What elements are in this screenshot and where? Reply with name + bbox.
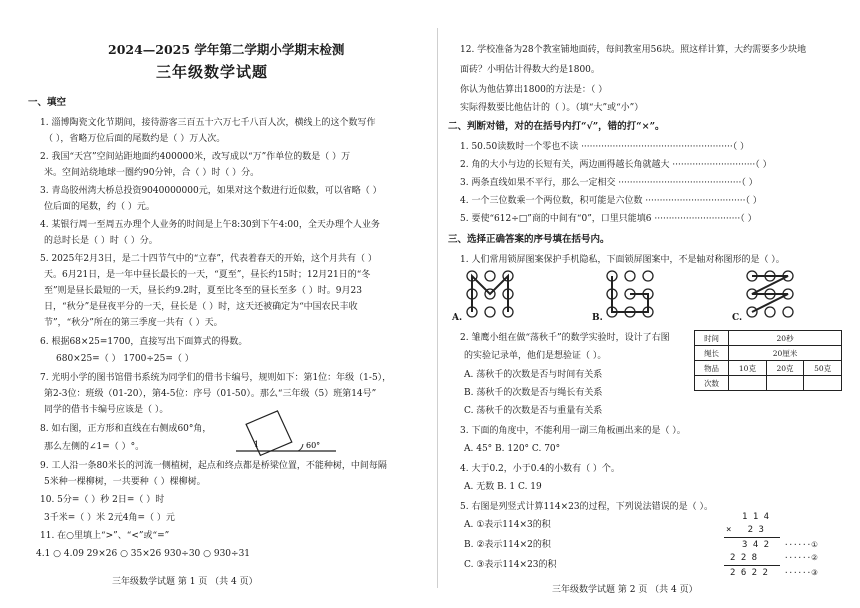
q12-line: 实际得数要比他估计的（ ）。（填“大”或“小”）	[460, 103, 644, 113]
choice-q2: 的实验记录单，他们是想验证（ ）。	[464, 351, 607, 361]
page-footer: 三年级数学试题 第 1 页 （共 4 页）	[112, 577, 258, 587]
vertical-calc-line: 3 4 2	[742, 540, 770, 550]
table-cell	[766, 376, 804, 391]
table-cell: 物品	[695, 361, 729, 376]
table-cell	[729, 376, 767, 391]
vertical-calc-line: 1 1 4	[742, 512, 770, 522]
column-divider	[437, 28, 438, 588]
q1-line: （ ），省略万位后面的尾数约是（ ）万人次。	[44, 134, 226, 144]
q12-line: 12. 学校准备为28个教室铺地面砖，每间教室用56块。照这样计算，大约需要多少块地	[460, 45, 807, 55]
choice-q3: 3. 下面的角度中，不能利用一副三角板画出来的是（ ）。	[460, 426, 686, 436]
q11-line: 11. 在○里填上“>”、“<”或“=”	[40, 531, 170, 541]
vertical-calc-marker: ······③	[784, 568, 818, 577]
choice-q2-option: A. 荡秋千的次数是否与时间有关系	[464, 370, 603, 380]
q4-line: 的总时长是（ ）时（ ）分。	[44, 236, 158, 246]
q2-line: 2. 我国“天宫”空间站距地面约400000米，改写成以“万”作单位的数是（ ）万	[40, 152, 351, 162]
vertical-calc-line: 2 2 8	[730, 553, 758, 563]
tf-item: 4. 一个三位数乘一个两位数，积可能是六位数 ···································（ ）	[460, 196, 762, 206]
exam-subtitle: 三年级数学试题	[156, 63, 269, 81]
choice-q5-option: A. ①表示114×3的积	[464, 520, 551, 530]
tf-item: 3. 两条直线如果不平行，那么一定相交 ···········································（ ）	[460, 178, 758, 188]
q5-line: 5. 2025年2月3日，是二十四节气中的“立春”，代表着春天的开始，这个月共有（ ）	[40, 254, 377, 264]
q7-line: 7. 光明小学的图书馆借书系统为同学们的借书卡编号，规则如下：第1位：年级（1-5），	[40, 373, 392, 383]
table-cell: 20厘米	[729, 346, 842, 361]
q10-line: 10. 5分=（ ）秒 2日=（ ）时	[40, 495, 165, 505]
vertical-calc-rule	[724, 537, 780, 538]
table-row	[695, 346, 842, 361]
exam-title: 2024—2025 学年第二学期小学期末检测	[108, 42, 345, 57]
tf-item: 2. 角的大小与边的长短有关，两边画得越长角就越大 ·····························（ ）	[460, 160, 772, 170]
table-cell: 20秒	[729, 331, 842, 346]
option-c-label: C.	[732, 313, 743, 323]
table-cell: 绳长	[695, 346, 729, 361]
lock-pattern-b	[607, 271, 653, 317]
q5-line: 至”则是昼长最短的一天，昼长约9.2时，夏至比冬至的昼长至多（ ）时。9月23	[44, 286, 362, 296]
choice-q3-options: A. 45° B. 120° C. 70°	[464, 444, 561, 454]
q6-line: 6. 根据68×25=1700，直接写出下面算式的得数。	[40, 337, 248, 347]
q7-line: 同学的借书卡编号应该是（ ）。	[44, 405, 169, 415]
q8-line: 8. 如右图，正方形和直线在右侧成60°角，	[40, 424, 212, 434]
choice-q5-option: C. ③表示114×23的积	[464, 560, 557, 570]
q4-line: 4. 某银行周一至周五办理个人业务的时间是上午8:30到下午4:00，全天办理个人业务	[40, 220, 380, 230]
q9-line: 5米种一棵柳树，一共要种（ ）棵柳树。	[44, 477, 206, 487]
choice-q5-option: B. ②表示114×2的积	[464, 540, 551, 550]
tf-item: 5. 要使“612÷□”商的中间有“0”，口里只能填6 ······························（ ）	[460, 214, 757, 224]
q3-line: 3. 青岛胶州湾大桥总投资9040000000元，如果对这个数进行近似数，可以省略（ ）	[40, 186, 382, 196]
table-row	[695, 361, 842, 376]
lock-pattern-figures	[464, 268, 794, 324]
q5-line: 天。6月21日，是一年中昼长最长的一天，“夏至”，昼长约15时；12月21日的“冬	[44, 270, 371, 280]
q1-line: 1. 淄博陶瓷文化节期间，接待游客三百五十六万七千八百人次，横线上的这个数写作	[40, 118, 376, 128]
tf-item: 1. 50.50读数时一个零也不读 ·····················································（ ）	[460, 142, 750, 152]
vertical-calc-marker: ······②	[784, 553, 818, 562]
table-cell: 次数	[695, 376, 729, 391]
q7-line: 第2-3位：班级（01-20），第4-5位：序号（01-50）。那么“三年级（5）班第14号”	[44, 389, 377, 399]
angle-60-label: 60°	[306, 441, 321, 450]
lock-pattern-a	[467, 271, 513, 317]
choice-q1: 1. 人们常用锁屏图案保护手机隐私，下面锁屏图案中，不是轴对称图形的是（ ）。	[460, 255, 785, 265]
table-cell: 10克	[729, 361, 767, 376]
choice-q2-option: C. 荡秋千的次数是否与重量有关系	[464, 406, 603, 416]
section-choice: 三、选择正确答案的序号填在括号内。	[448, 234, 610, 245]
q2-line: 米。空间站绕地球一圈约90分钟，合（ ）时（ ）分。	[44, 168, 260, 178]
q10-line: 3千米=（ ）米 2元4角=（ ）元	[44, 513, 175, 523]
q6-calc: 680×25=（ ） 1700÷25=（ ）	[56, 354, 194, 364]
q5-line: 日，“秋分”是昼夜平分的一天，昼长是（ ）时，这天还被确定为“中国农民丰收	[44, 302, 358, 312]
q5-line: 节”，“秋分”所在的第三季度一共有（ ）天。	[44, 318, 223, 328]
vertical-calc-marker: ······①	[784, 540, 818, 549]
q11-compare: 4.1 ○ 4.09 29×26 ○ 35×26 930÷30 ○ 930÷31	[36, 549, 251, 559]
vertical-calc-line: 2 6 2 2	[730, 568, 768, 578]
option-b-label: B.	[592, 313, 603, 323]
lock-pattern-c	[747, 271, 793, 317]
table-row	[695, 331, 842, 346]
table-cell: 50克	[804, 361, 842, 376]
table-cell: 20克	[766, 361, 804, 376]
choice-q4-options: A. 无数 B. 1 C. 19	[464, 482, 542, 492]
page-footer: 三年级数学试题 第 2 页 （共 4 页）	[552, 585, 698, 595]
vertical-calc-line: × 2 3	[726, 525, 764, 535]
q12-line: 面砖？小明估计得数大约是1800。	[460, 65, 600, 75]
table-cell	[804, 376, 842, 391]
section-true-false: 二、判断对错，对的在括号内打“√”，错的打“×”。	[448, 121, 665, 132]
section-fill-blank: 一、填空	[28, 97, 67, 108]
option-a-label: A.	[452, 313, 463, 323]
vertical-calc-rule	[724, 565, 780, 566]
q9-line: 9. 工人沿一条80米长的河流一侧植树，起点和终点都是桥梁位置，不能种树，中间每隔	[40, 461, 387, 471]
choice-q5: 5. 右图是列竖式计算114×23的过程，下列说法错误的是（ ）。	[460, 502, 713, 512]
table-row	[695, 376, 842, 391]
choice-q2-option: B. 荡秋千的次数是否与绳长有关系	[464, 388, 603, 398]
q3-line: 位后面的尾数，约（ ）元。	[44, 202, 155, 212]
experiment-table	[694, 330, 842, 391]
q8-line: 那么左侧的∠1=（ ）°。	[44, 442, 145, 452]
choice-q2: 2. 雏鹰小组在做“荡秋千”的数学实验时，设计了右图	[460, 333, 670, 343]
table-cell: 时间	[695, 331, 729, 346]
angle-1-label: 1	[254, 440, 260, 449]
choice-q4: 4. 大于0.2，小于0.4的小数有（ ）个。	[460, 464, 620, 474]
square-angle-figure	[236, 396, 336, 458]
q12-line: 你认为他估算出1800的方法是：（ ）	[460, 85, 608, 95]
